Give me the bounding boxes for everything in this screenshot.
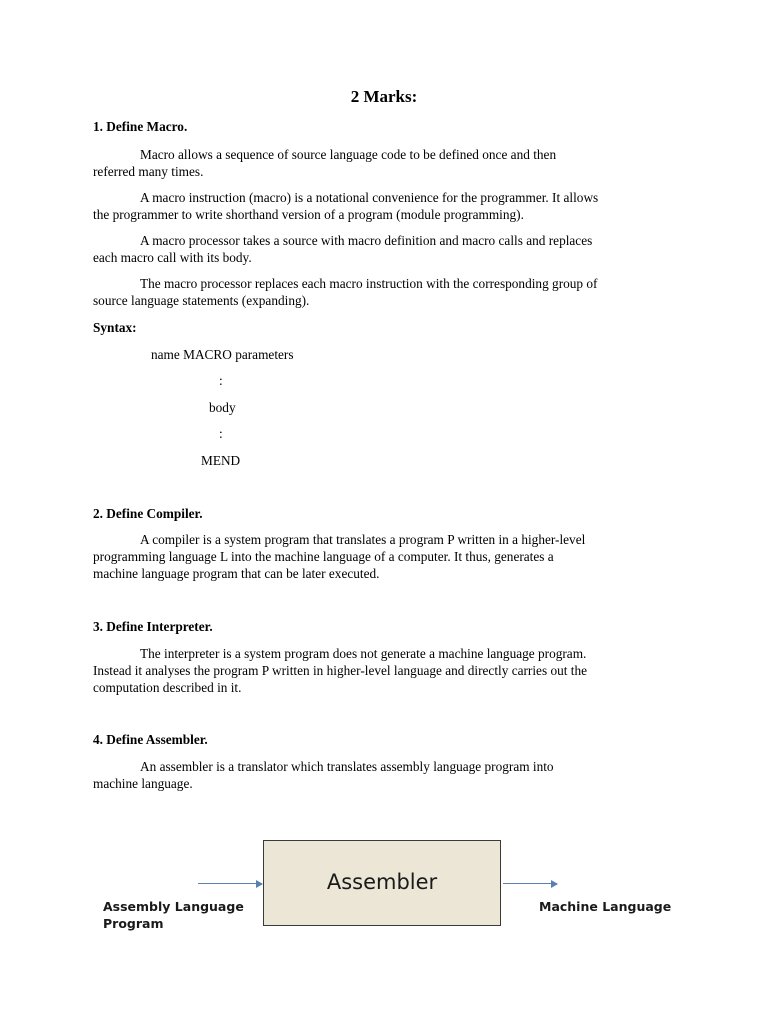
compiler-paragraph — [93, 531, 683, 582]
syntax-line-mend: MEND — [201, 453, 241, 468]
output-arrow-icon — [503, 883, 557, 884]
page-title: 2 Marks: — [350, 87, 418, 106]
paragraph-line: Instead it analyses the program P written in higher-level language and directly carries out the — [93, 663, 588, 678]
macro-paragraph-1 — [93, 146, 683, 180]
assembler-paragraph — [93, 758, 683, 792]
syntax-line-body: body — [209, 400, 236, 415]
interpreter-heading: 3. Define Interpreter. — [93, 619, 213, 634]
paragraph-line: computation described in it. — [93, 680, 242, 695]
paragraph-line: An assembler is a translator which translates assembly language program into — [140, 759, 554, 774]
macro-heading: 1. Define Macro. — [93, 119, 188, 134]
paragraph-line: A compiler is a system program that translates a program P written in a higher-level — [140, 532, 586, 547]
paragraph-line: Macro allows a sequence of source language code to be defined once and then — [140, 147, 557, 162]
syntax-label: Syntax: — [93, 320, 137, 335]
output-label: Machine Language — [539, 899, 672, 914]
paragraph-line: each macro call with its body. — [93, 250, 252, 265]
paragraph-line: the programmer to write shorthand version of a program (module programming). — [93, 207, 524, 222]
paragraph-line: machine language. — [93, 776, 193, 791]
interpreter-paragraph — [93, 645, 683, 696]
paragraph-line: A macro processor takes a source with macro definition and macro calls and replaces — [140, 233, 593, 248]
paragraph-line: source language statements (expanding). — [93, 293, 310, 308]
paragraph-line: referred many times. — [93, 164, 204, 179]
syntax-line-colon: : — [219, 373, 223, 388]
macro-paragraph-2 — [93, 189, 683, 223]
assembler-box — [263, 840, 501, 926]
syntax-line-colon: : — [219, 426, 223, 441]
input-arrow-icon — [198, 883, 262, 884]
assembler-box-label: Assembler — [326, 870, 438, 894]
input-label-line-1: Assembly Language — [103, 899, 244, 914]
macro-paragraph-4 — [93, 275, 683, 309]
paragraph-line: The interpreter is a system program does not generate a machine language program. — [140, 646, 587, 661]
paragraph-line: The macro processor replaces each macro instruction with the corresponding group of — [140, 276, 598, 291]
compiler-heading: 2. Define Compiler. — [93, 506, 203, 521]
syntax-line-macro: name MACRO parameters — [151, 347, 294, 362]
paragraph-line: machine language program that can be later executed. — [93, 566, 380, 581]
input-label-line-2: Program — [103, 916, 164, 931]
assembler-heading: 4. Define Assembler. — [93, 732, 208, 747]
paragraph-line: programming language L into the machine language of a computer. It thus, generates a — [93, 549, 554, 564]
paragraph-line: A macro instruction (macro) is a notational convenience for the programmer. It allows — [140, 190, 599, 205]
macro-paragraph-3 — [93, 232, 683, 266]
